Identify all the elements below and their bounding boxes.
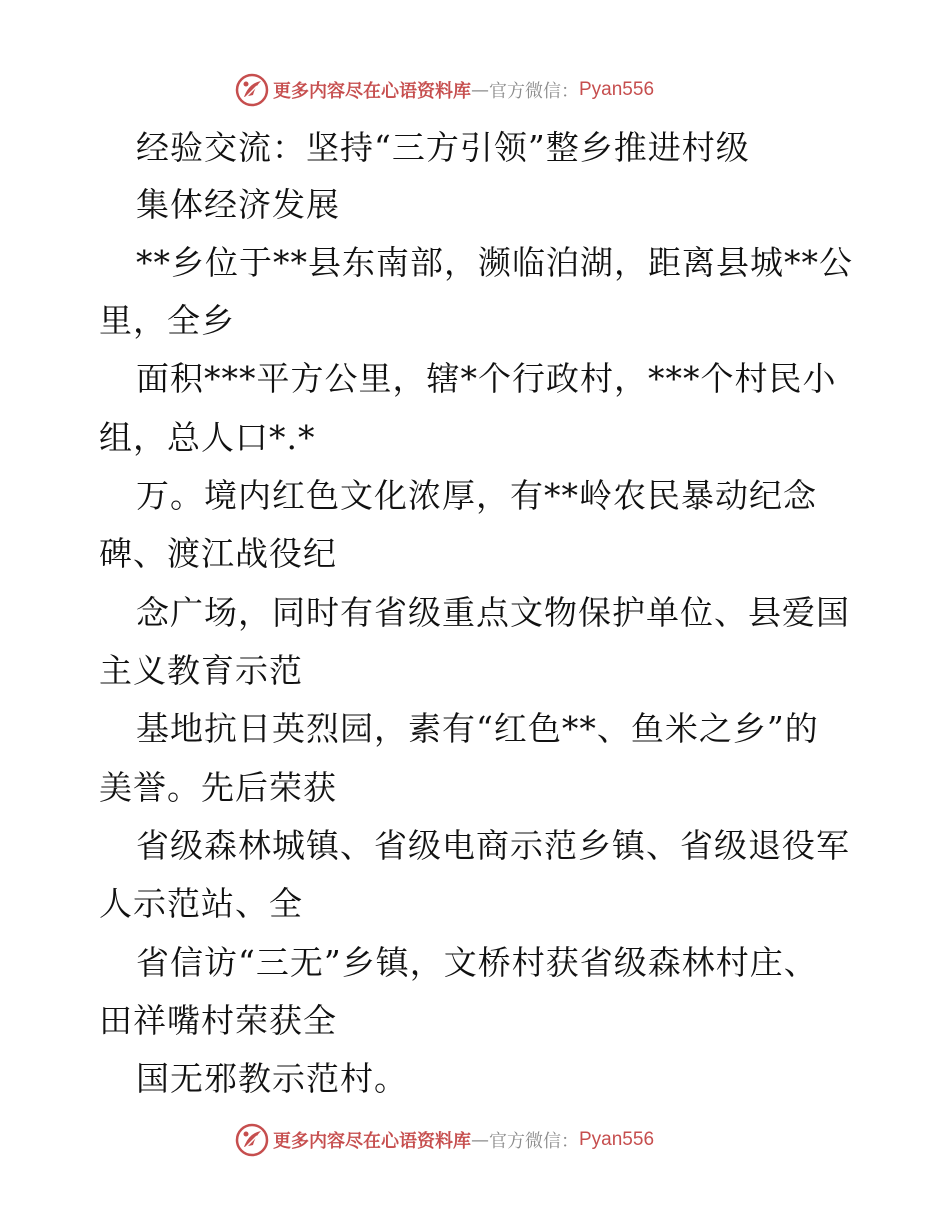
header-banner-label: 官方微信：	[489, 81, 579, 102]
footer-watermark-banner	[235, 1122, 654, 1158]
logo-icon	[235, 1123, 269, 1157]
header-banner-dash: —	[471, 79, 489, 101]
doc-line: 万。境内红色文化浓厚，有**岭农民暴动纪念	[136, 476, 817, 515]
header-banner-text: 更多内容尽在心语资料库	[273, 81, 471, 102]
doc-line: 美誉。先后荣获	[99, 768, 337, 807]
footer-banner-label: 官方微信：	[489, 1131, 579, 1152]
doc-line: 田祥嘴村荣获全	[99, 1001, 337, 1040]
doc-line: 国无邪教示范村。	[136, 1059, 408, 1098]
footer-banner-text: 更多内容尽在心语资料库	[273, 1131, 471, 1152]
logo-icon	[235, 73, 269, 107]
doc-line: 里，全乡	[99, 301, 235, 340]
doc-line: 组，总人口*.*	[99, 418, 316, 457]
footer-banner-id: Pyan556	[579, 1129, 655, 1150]
doc-line: 主义教育示范	[99, 651, 303, 690]
footer-banner-dash: —	[471, 1129, 489, 1151]
doc-line: 面积***平方公里，辖*个行政村，***个村民小	[136, 359, 837, 398]
doc-line: 人示范站、全	[99, 884, 303, 923]
doc-line: 省级森林城镇、省级电商示范乡镇、省级退役军	[136, 826, 850, 865]
doc-line: 念广场，同时有省级重点文物保护单位、县爱国	[136, 593, 850, 632]
header-watermark-banner	[235, 72, 654, 108]
doc-line: 基地抗日英烈园，素有“红色**、鱼米之乡”的	[136, 709, 819, 748]
doc-line: 集体经济发展	[136, 185, 340, 224]
header-banner-id: Pyan556	[579, 79, 655, 100]
doc-line: 经验交流：坚持“三方引领”整乡推进村级	[136, 128, 750, 167]
doc-line: 省信访“三无”乡镇，文桥村获省级森林村庄、	[136, 943, 818, 982]
doc-line: 碑、渡江战役纪	[99, 534, 337, 573]
doc-line: **乡位于**县东南部，濒临泊湖，距离县城**公	[136, 243, 853, 282]
